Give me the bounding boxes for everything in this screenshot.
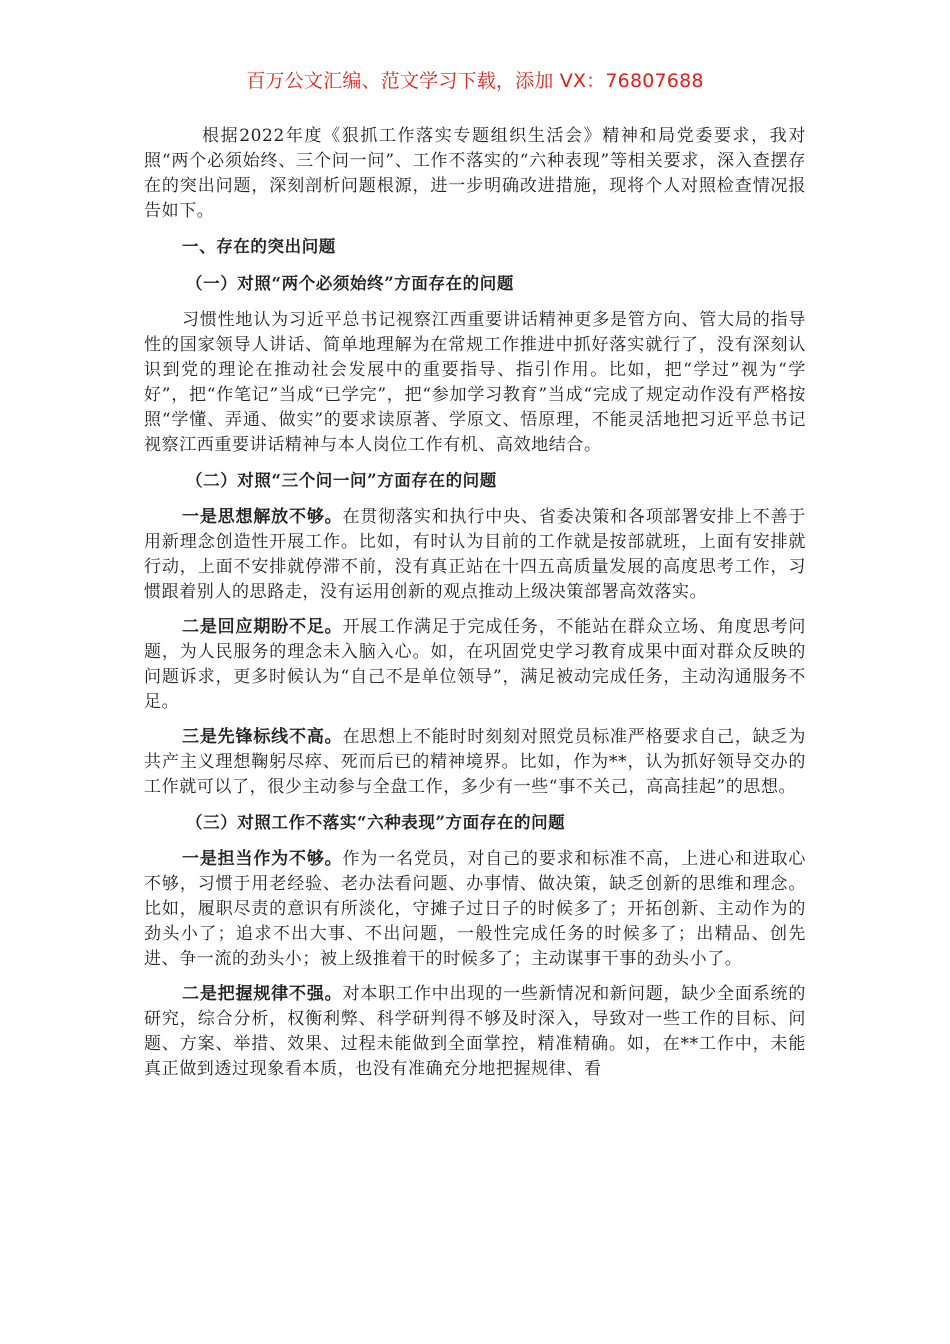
paragraph-lead: 一是担当作为不够。 [182,849,343,869]
paragraph-response-expectations [144,615,806,715]
paragraph-lead: 一是思想解放不够。 [182,507,343,527]
subsection-1-paragraph: 习惯性地认为习近平总书记视察江西重要讲话精神更多是管方向、管大局的指导性的国家领导人讲话、简单地理解为在常规工作推进中抓好落实就行了，没有深刻认识到党的理论在推动社会发展中的重要指导、指引作用。比如，把“学过”视为“学好”，把“作笔记”当成“已学完”，把“参加学习教育”当成“完成了规定动作没有严格按照“学懂、弄通、做实”的要求读原著、学原文、悟原理，不能灵活地把习近平总书记视察江西重要讲话精神与本人岗位工作有机、高效地结合。 [144,310,806,455]
subsection-heading-3: （三）对照工作不落实“六种表现”方面存在的问题 [186,813,566,832]
paragraph-lead: 二是把握规律不强。 [182,984,343,1004]
watermark-header: 百万公文汇编、范文学习下载，添加 VX：76807688 [246,70,704,92]
paragraph-thought-liberation [144,505,806,605]
document-body [144,124,806,1092]
paragraph-text: 对本职工作中出现的一些新情况和新问题，缺少全面系统的研究，综合分析，权衡利弊、科学研判得不够及时深入，导致对一些工作的目标、问题、方案、举措、效果、过程未能做到全面掌控，精准精确。如，在**工作中，未能真正做到透过现象看本质，也没有准确充分地把握规律、看 [144,984,806,1079]
paragraph-lead: 三是先锋标线不高。 [182,727,343,747]
paragraph-text: 作为一名党员，对自己的要求和标准不高，上进心和进取心不够，习惯于用老经验、老办法看问题、办事情、做决策，缺乏创新的思维和理念。比如，履职尽责的意识有所淡化，守摊子过日子的时候多了；开拓创新、主动作为的劲头小了；追求不出大事、不出问题，一般性完成任务的时候多了；出精品、创先进、争一流的劲头小；被上级推着干的时候多了；主动谋事干事的劲头小了。 [144,849,806,969]
section-heading-1: 一、存在的突出问题 [182,237,336,256]
paragraph-vanguard-standard [144,725,806,800]
intro-paragraph: 根据2022年度《狠抓工作落实专题组织生活会》精神和局党委要求，我对照“两个必须始终、三个问一问”、工作不落实的“六种表现”等相关要求，深入查摆存在的突出问题，深刻剖析问题根源，进一步明确改进措施，现将个人对照检查情况报告如下。 [144,126,806,221]
paragraph-responsibility [144,847,806,972]
paragraph-text: 开展工作满足于完成任务，不能站在群众立场、角度思考问题，为人民服务的理念未入脑入心。如，在巩固党史学习教育成果中面对群众反映的问题诉求，更多时候认为“自己不是单位领导”，满足被动完成任务，主动沟通服务不足。 [144,617,806,712]
paragraph-text: 在贯彻落实和执行中央、省委决策和各项部署安排上不善于用新理念创造性开展工作。比如，有时认为目前的工作就是按部就班，上面有安排就行动，上面不安排就停滞不前，没有真正站在十四五高质量发展的高度思考工作，习惯跟着别人的思路走，没有运用创新的观点推动上级决策部署高效落实。 [144,507,806,602]
subsection-heading-2: （二）对照“三个问一问”方面存在的问题 [186,471,497,490]
paragraph-text: 在思想上不能时时刻刻对照党员标准严格要求自己，缺乏为共产主义理想鞠躬尽瘁、死而后已的精神境界。比如，作为**，认为抓好领导交办的工作就可以了，很少主动参与全盘工作，多少有一些“事不关己，高高挂起”的思想。 [144,727,806,797]
paragraph-grasping-rules [144,982,806,1082]
subsection-heading-1: （一）对照“两个必须始终”方面存在的问题 [186,274,514,293]
paragraph-lead: 二是回应期盼不足。 [182,617,343,637]
